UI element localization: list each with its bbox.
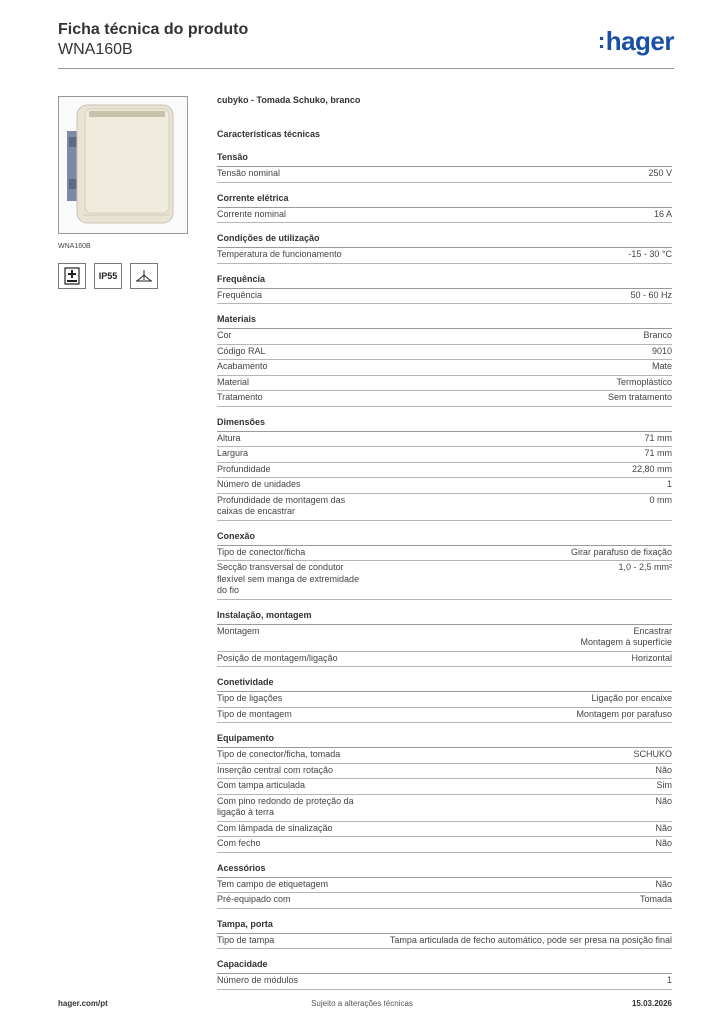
product-code: WNA160B [58, 41, 133, 58]
spec-value: 250 V [648, 168, 672, 178]
spec-value: 71 mm [644, 432, 672, 443]
spec-label: Tratamento [217, 392, 263, 402]
spec-label: Posição de montagem/ligação [217, 652, 338, 663]
spec-group [217, 733, 672, 853]
spec-label: Corrente nominal [217, 208, 287, 219]
spec-group-title: Condições de utilização [217, 233, 672, 248]
spec-label: Pré-equipado com [217, 894, 291, 904]
spec-group [217, 959, 672, 990]
spec-group-title: Dimensões [217, 417, 672, 432]
spec-group-title: Conetividade [217, 677, 672, 692]
spec-value: Tomada [639, 894, 672, 904]
spec-row [217, 376, 672, 392]
spec-group [217, 314, 672, 407]
spec-value: Não [655, 795, 672, 806]
spec-value: 1 [666, 975, 672, 985]
spec-row [217, 822, 672, 838]
spec-value: 9010 [651, 345, 672, 356]
spec-label: Tipo de ligações [217, 693, 283, 703]
footer-notice: Sujeito a alterações técnicas [311, 999, 413, 1008]
spec-value: Tampa articulada de fecho automático, pode ser presa na posição final [389, 934, 672, 945]
spec-group-title: Acessórios [217, 863, 672, 878]
spec-group-title: Instalação, montagem [217, 610, 672, 625]
spec-value: Girar parafuso de fixação [570, 546, 672, 557]
socket-illustration [59, 97, 187, 233]
spec-label: Com tampa articulada [217, 780, 306, 790]
spec-value: Não [655, 764, 672, 775]
spec-value: -15 - 30 °C [628, 249, 672, 259]
spec-label: Secção transversal de condutor flexível sem manga de extremidade do fio [217, 562, 360, 595]
spec-row [217, 692, 672, 708]
spec-value: 50 - 60 Hz [630, 289, 672, 300]
spec-group [217, 152, 672, 183]
spec-value: Mate [651, 361, 672, 371]
image-caption: WNA160B [58, 243, 91, 250]
spec-label: Número de módulos [217, 975, 299, 985]
spec-label: Código RAL [217, 345, 266, 356]
spec-row [217, 748, 672, 764]
spec-row [217, 795, 672, 822]
spec-value: Montagem por parafuso [576, 708, 672, 719]
spec-label: Acabamento [217, 361, 268, 371]
product-name: cubyko - Tomada Schuko, branco [217, 95, 361, 105]
spec-value: Ligação por encaixe [591, 693, 672, 703]
footer-website: hager.com/pt [58, 999, 108, 1008]
spec-row [217, 764, 672, 780]
spec-group [217, 193, 672, 224]
spec-row [217, 893, 672, 909]
spec-value: Não [655, 878, 672, 889]
spec-value: Sim [656, 780, 672, 790]
spec-group-title: Tampa, porta [217, 919, 672, 934]
spec-group [217, 531, 672, 600]
certification-icons [58, 263, 158, 289]
spec-label: Tensão nominal [217, 168, 281, 178]
spec-group [217, 919, 672, 950]
spec-group-title: Tensão [217, 152, 672, 167]
spec-row [217, 208, 672, 224]
spec-group-title: Frequência [217, 274, 672, 289]
spec-row [217, 289, 672, 305]
footer-date: 15.03.2026 [631, 999, 672, 1008]
spec-value: Termoplástico [616, 376, 672, 387]
spec-row [217, 561, 672, 600]
spec-label: Profundidade [217, 463, 271, 474]
spec-value: 22,80 mm [631, 463, 672, 474]
spec-group-title: Materiais [217, 314, 672, 329]
spec-value: Branco [643, 330, 672, 340]
logo-text: hager [605, 26, 674, 56]
spec-label: Tipo de conector/ficha, tomada [217, 749, 341, 759]
spec-value: Sem tratamento [607, 392, 672, 402]
spec-label: Largura [217, 448, 249, 458]
spec-label: Tipo de conector/ficha [217, 546, 306, 557]
spec-row [217, 625, 672, 652]
spec-label: Profundidade de montagem das caixas de encastrar [217, 494, 346, 516]
spec-label: Com fecho [217, 838, 261, 848]
spec-row [217, 878, 672, 894]
spec-row [217, 329, 672, 345]
spec-groups [217, 152, 672, 990]
document-header [58, 20, 248, 60]
spec-row [217, 779, 672, 795]
spec-group [217, 677, 672, 723]
section-heading: Características técnicas [217, 129, 321, 139]
spec-group-title: Conexão [217, 531, 672, 546]
spec-group-title: Capacidade [217, 959, 672, 974]
spec-row [217, 463, 672, 479]
spec-label: Frequência [217, 289, 263, 300]
spec-value: 1 [666, 479, 672, 489]
spec-value: 0 mm [649, 494, 672, 505]
spec-label: Material [217, 376, 250, 387]
spec-row [217, 494, 672, 521]
header-divider [58, 68, 674, 69]
spec-label: Inserção central com rotação [217, 764, 334, 775]
spec-value: SCHUKO [633, 749, 672, 759]
spec-row [217, 447, 672, 463]
spec-label: Com lâmpada de sinalização [217, 822, 333, 833]
specification-content [217, 95, 672, 990]
ip-rating-badge: IP55 [94, 263, 122, 289]
earth-ground-icon [130, 263, 158, 289]
spec-value: 1,0 - 2,5 mm² [618, 562, 672, 572]
spec-row [217, 652, 672, 668]
spec-value: Encastrar Montagem à superfície [580, 625, 672, 647]
spec-row [217, 167, 672, 183]
spec-label: Cor [217, 330, 232, 340]
spec-label: Número de unidades [217, 479, 301, 489]
spec-group-title: Equipamento [217, 733, 672, 748]
spec-row [217, 478, 672, 494]
spec-label: Tipo de tampa [217, 934, 275, 945]
spec-row [217, 248, 672, 264]
spec-value: Não [655, 822, 672, 833]
spec-row [217, 391, 672, 407]
spec-row [217, 837, 672, 853]
spec-row [217, 546, 672, 562]
spec-row [217, 360, 672, 376]
spec-label: Temperatura de funcionamento [217, 249, 342, 259]
hager-logo: :hager [597, 26, 674, 56]
spec-group-title: Corrente elétrica [217, 193, 672, 208]
spec-value: Horizontal [631, 652, 672, 663]
document-title: Ficha técnica do produto [58, 21, 249, 38]
product-image [58, 96, 188, 234]
spec-row [217, 708, 672, 724]
spec-label: Tipo de montagem [217, 708, 292, 719]
spec-group [217, 274, 672, 305]
spec-group [217, 417, 672, 521]
spec-group [217, 233, 672, 264]
spec-label: Tem campo de etiquetagem [217, 878, 329, 889]
spec-row [217, 432, 672, 448]
spec-row [217, 934, 672, 950]
safety-mark-icon [58, 263, 86, 289]
spec-label: Montagem [217, 625, 260, 636]
spec-row [217, 345, 672, 361]
spec-value: 71 mm [644, 448, 672, 458]
spec-label: Com pino redondo de proteção da ligação à terra [217, 795, 354, 817]
spec-value: 16 A [653, 208, 672, 219]
spec-label: Altura [217, 432, 241, 443]
spec-group [217, 610, 672, 668]
spec-row [217, 974, 672, 990]
spec-value: Não [655, 838, 672, 848]
spec-group [217, 863, 672, 909]
